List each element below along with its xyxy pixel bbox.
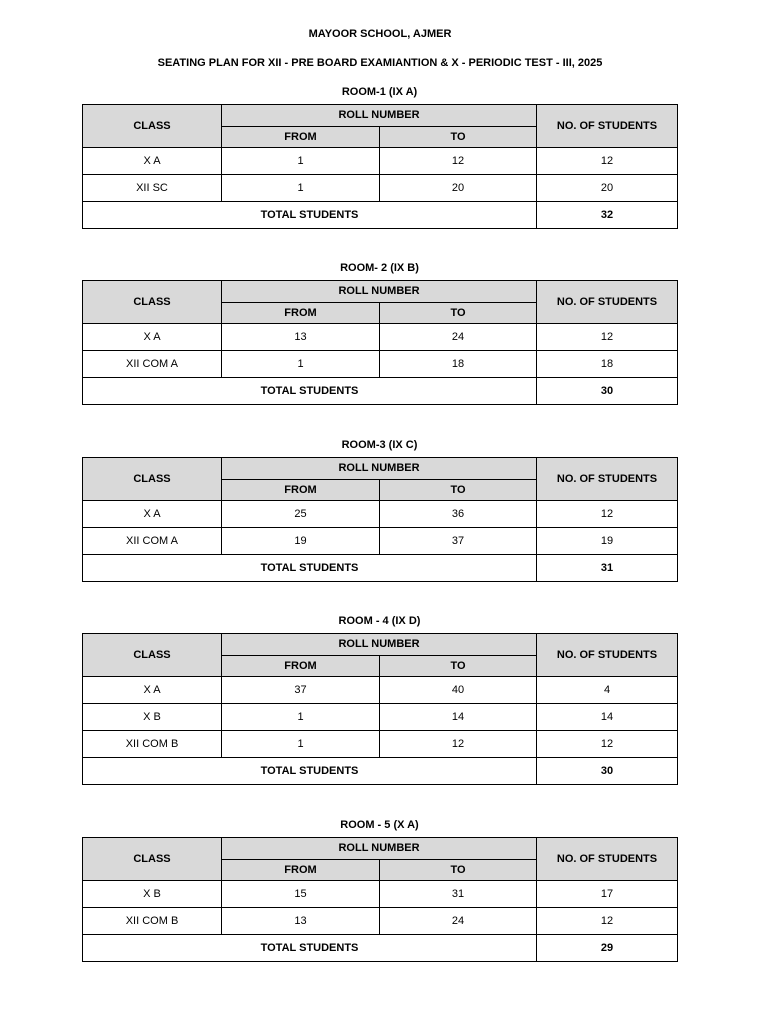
total-value: 32 — [537, 202, 678, 229]
class-cell: X A — [83, 148, 222, 175]
from-cell: 13 — [222, 908, 380, 935]
to-header: TO — [380, 859, 537, 881]
table-row — [83, 677, 678, 704]
room-title: ROOM - 4 (IX D) — [338, 615, 421, 627]
from-header: FROM — [222, 479, 380, 501]
room-section — [82, 83, 677, 229]
table-row — [83, 175, 678, 202]
room-section — [82, 612, 677, 785]
students-header: NO. OF STUDENTS — [537, 838, 678, 881]
to-header: TO — [380, 655, 537, 677]
to-header: TO — [380, 479, 537, 501]
table-row — [83, 704, 678, 731]
table-row — [83, 731, 678, 758]
roll-number-header: ROLL NUMBER — [222, 281, 537, 303]
room-title: ROOM - 5 (X A) — [340, 819, 419, 831]
class-cell: X B — [83, 881, 222, 908]
count-cell: 12 — [537, 731, 678, 758]
count-cell: 19 — [537, 528, 678, 555]
from-cell: 25 — [222, 501, 380, 528]
count-cell: 12 — [537, 324, 678, 351]
from-header: FROM — [222, 859, 380, 881]
from-cell: 13 — [222, 324, 380, 351]
students-header: NO. OF STUDENTS — [537, 281, 678, 324]
count-cell: 12 — [537, 501, 678, 528]
to-cell: 20 — [380, 175, 537, 202]
class-header: CLASS — [83, 634, 222, 677]
count-cell: 17 — [537, 881, 678, 908]
table-row — [83, 881, 678, 908]
from-header: FROM — [222, 126, 380, 148]
from-cell: 1 — [222, 704, 380, 731]
total-row — [83, 202, 678, 229]
class-cell: X A — [83, 501, 222, 528]
class-cell: X B — [83, 704, 222, 731]
students-header: NO. OF STUDENTS — [537, 105, 678, 148]
count-cell: 4 — [537, 677, 678, 704]
room-section — [82, 436, 677, 582]
to-cell: 24 — [380, 908, 537, 935]
total-label: TOTAL STUDENTS — [83, 378, 537, 405]
count-cell: 12 — [537, 148, 678, 175]
total-row — [83, 378, 678, 405]
to-cell: 37 — [380, 528, 537, 555]
class-header: CLASS — [83, 105, 222, 148]
document-subtitle: SEATING PLAN FOR XII - PRE BOARD EXAMIANTION & X - PERIODIC TEST - III, 2025 — [157, 57, 603, 69]
total-label: TOTAL STUDENTS — [83, 758, 537, 785]
to-header: TO — [380, 302, 537, 324]
class-header: CLASS — [83, 458, 222, 501]
class-header: CLASS — [83, 838, 222, 881]
class-cell: XII COM B — [83, 908, 222, 935]
room-title: ROOM-1 (IX A) — [341, 86, 418, 98]
room-title: ROOM-3 (IX C) — [341, 439, 418, 451]
table-row — [83, 351, 678, 378]
roll-number-header: ROLL NUMBER — [222, 105, 537, 127]
seating-table — [82, 104, 678, 229]
total-value: 29 — [537, 935, 678, 962]
count-cell: 18 — [537, 351, 678, 378]
to-cell: 14 — [380, 704, 537, 731]
total-row — [83, 758, 678, 785]
count-cell: 14 — [537, 704, 678, 731]
from-cell: 19 — [222, 528, 380, 555]
from-header: FROM — [222, 655, 380, 677]
total-row — [83, 935, 678, 962]
to-cell: 24 — [380, 324, 537, 351]
roll-number-header: ROLL NUMBER — [222, 458, 537, 480]
from-cell: 1 — [222, 175, 380, 202]
school-title: MAYOOR SCHOOL, AJMER — [308, 28, 452, 40]
total-value: 30 — [537, 758, 678, 785]
to-cell: 40 — [380, 677, 537, 704]
class-cell: X A — [83, 677, 222, 704]
to-cell: 36 — [380, 501, 537, 528]
seating-table — [82, 457, 678, 582]
roll-number-header: ROLL NUMBER — [222, 838, 537, 860]
table-row — [83, 324, 678, 351]
class-cell: XII SC — [83, 175, 222, 202]
total-label: TOTAL STUDENTS — [83, 555, 537, 582]
seating-table — [82, 280, 678, 405]
students-header: NO. OF STUDENTS — [537, 458, 678, 501]
total-value: 30 — [537, 378, 678, 405]
count-cell: 20 — [537, 175, 678, 202]
class-cell: X A — [83, 324, 222, 351]
room-title: ROOM- 2 (IX B) — [340, 262, 419, 274]
seating-table — [82, 633, 678, 785]
students-header: NO. OF STUDENTS — [537, 634, 678, 677]
to-cell: 18 — [380, 351, 537, 378]
room-section — [82, 816, 677, 962]
from-cell: 15 — [222, 881, 380, 908]
class-cell: XII COM B — [83, 731, 222, 758]
total-label: TOTAL STUDENTS — [83, 935, 537, 962]
room-section — [82, 259, 677, 405]
table-row — [83, 501, 678, 528]
table-row — [83, 148, 678, 175]
from-cell: 1 — [222, 351, 380, 378]
to-cell: 31 — [380, 881, 537, 908]
count-cell: 12 — [537, 908, 678, 935]
table-row — [83, 528, 678, 555]
from-cell: 37 — [222, 677, 380, 704]
to-cell: 12 — [380, 731, 537, 758]
seating-table — [82, 837, 678, 962]
from-cell: 1 — [222, 148, 380, 175]
total-label: TOTAL STUDENTS — [83, 202, 537, 229]
class-cell: XII COM A — [83, 528, 222, 555]
from-header: FROM — [222, 302, 380, 324]
table-row — [83, 908, 678, 935]
total-value: 31 — [537, 555, 678, 582]
roll-number-header: ROLL NUMBER — [222, 634, 537, 656]
class-header: CLASS — [83, 281, 222, 324]
class-cell: XII COM A — [83, 351, 222, 378]
to-header: TO — [380, 126, 537, 148]
from-cell: 1 — [222, 731, 380, 758]
to-cell: 12 — [380, 148, 537, 175]
total-row — [83, 555, 678, 582]
